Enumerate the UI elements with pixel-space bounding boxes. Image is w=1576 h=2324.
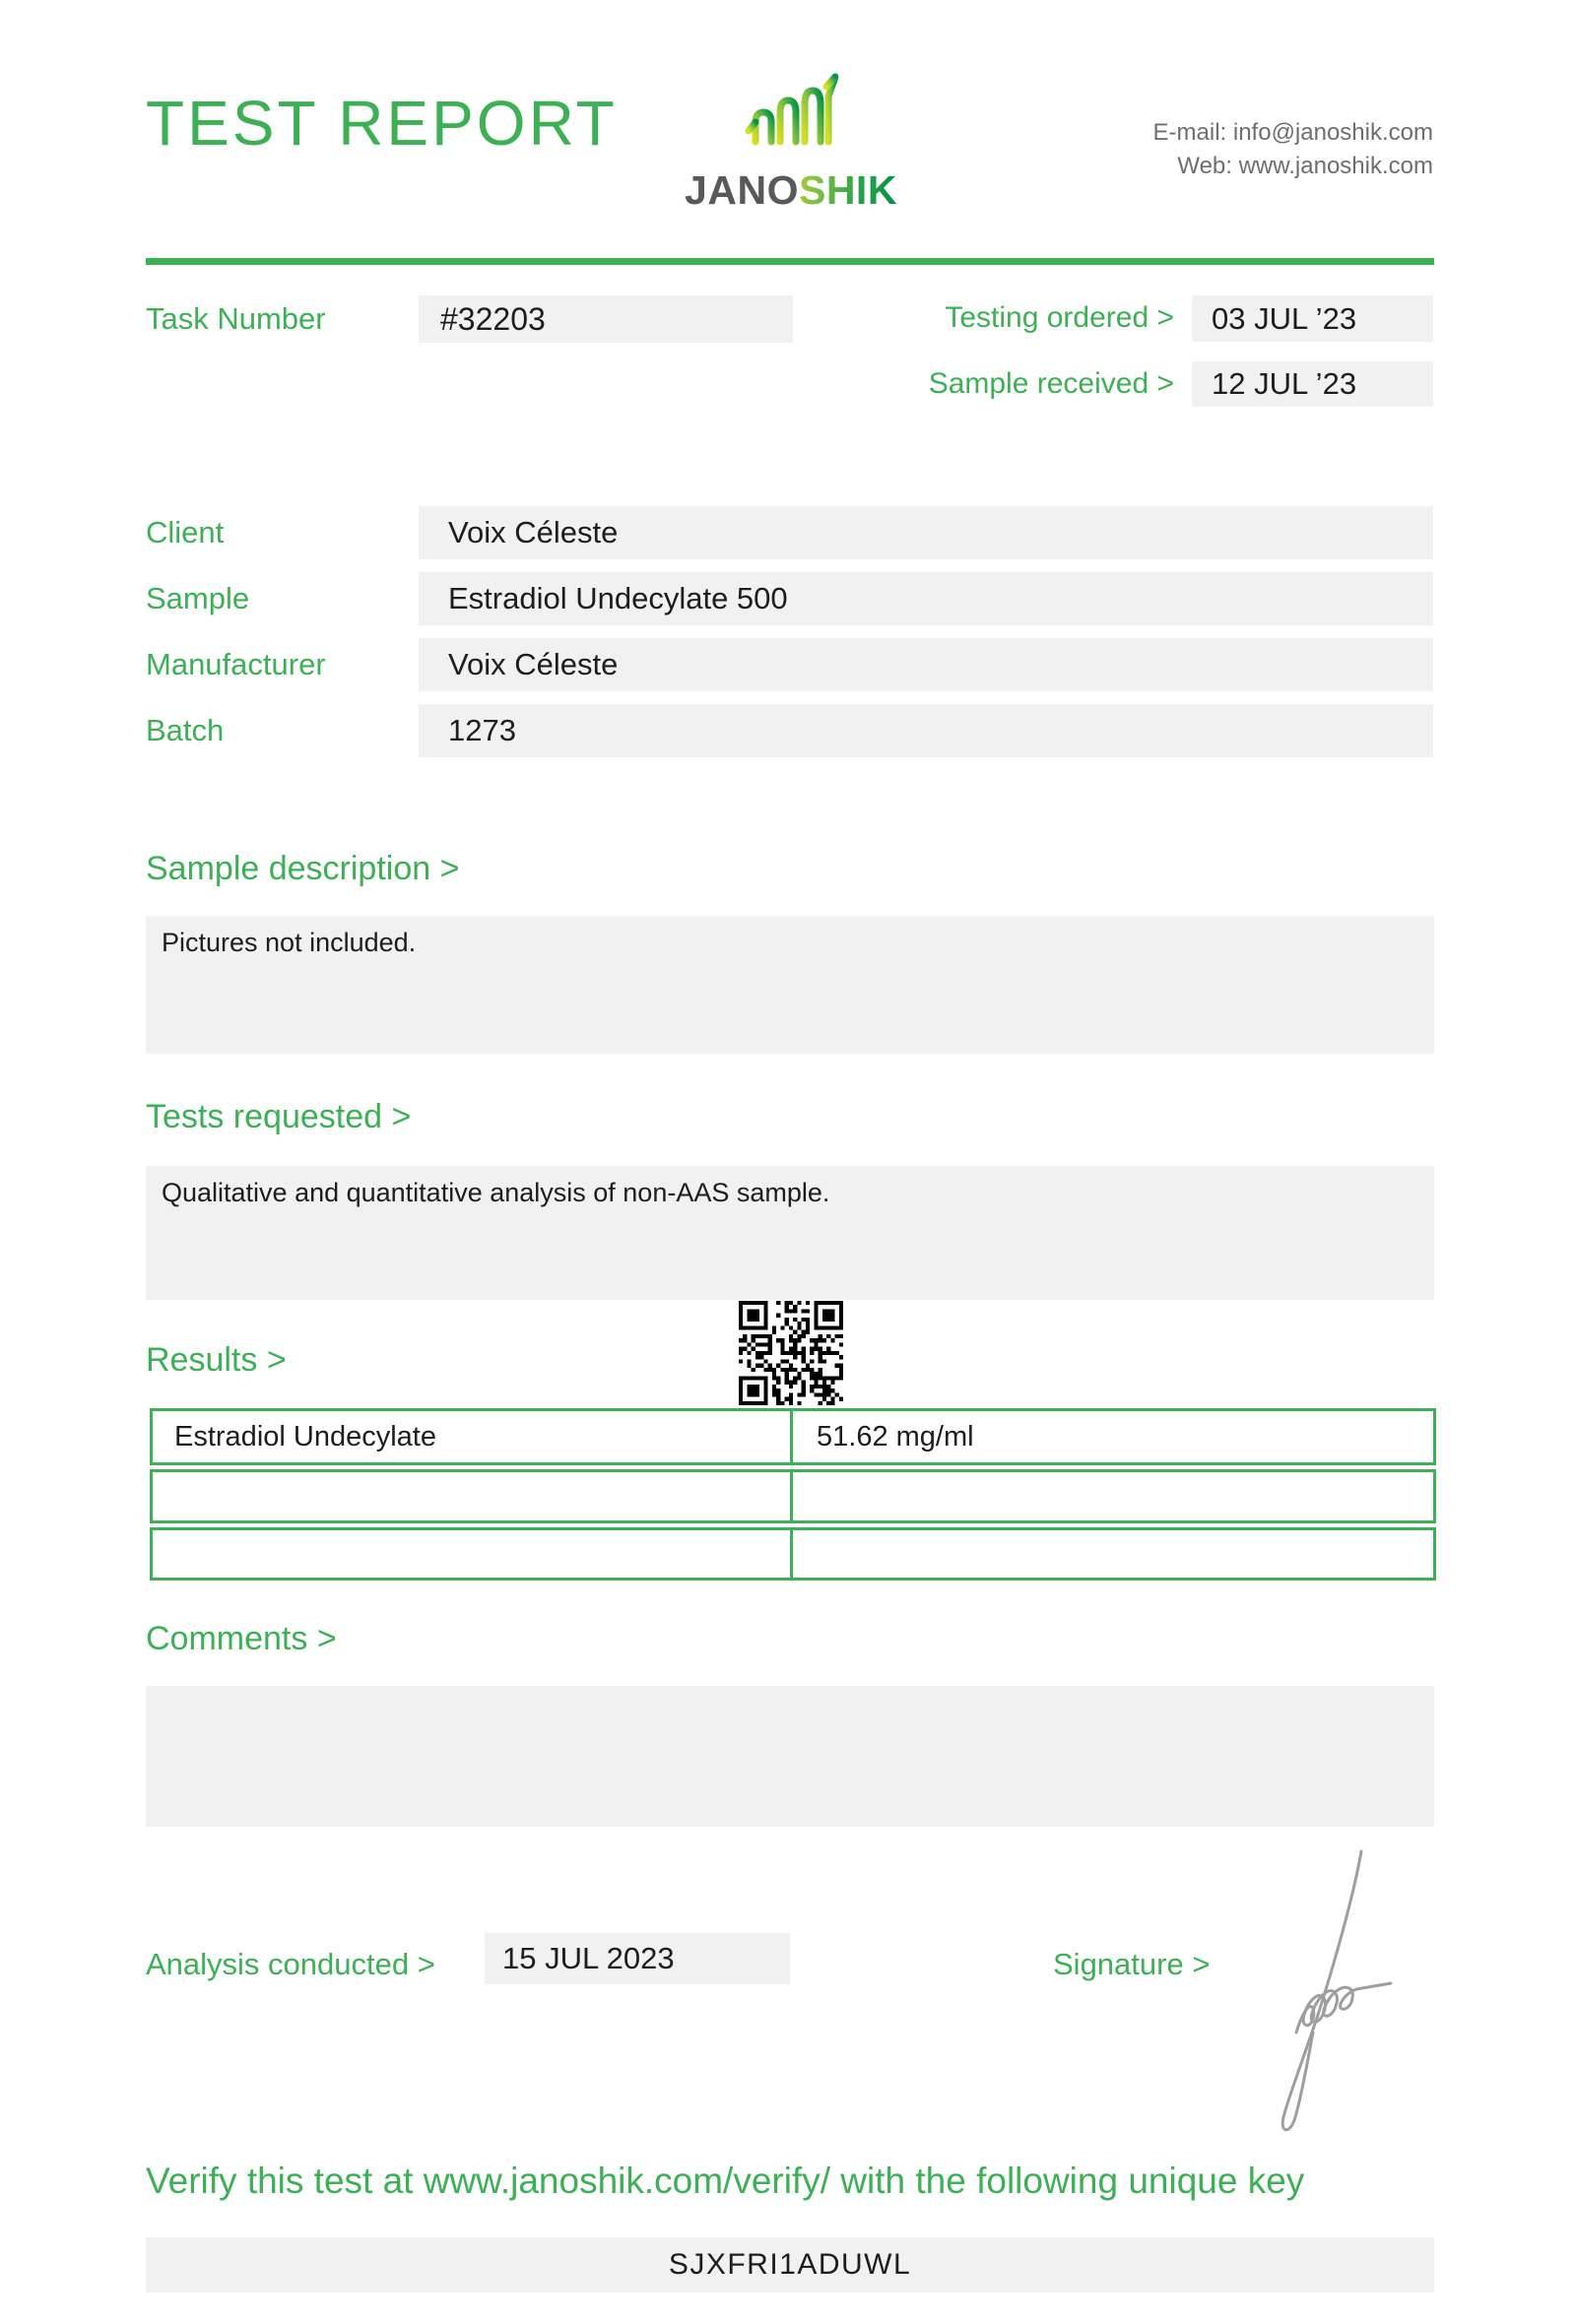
client-label: Client: [146, 515, 225, 549]
tests-requested-text: Qualitative and quantitative analysis of non-AAS sample.: [162, 1178, 830, 1207]
janoshik-logo: [678, 69, 904, 211]
sample-received-label: Sample received >: [928, 367, 1174, 400]
manufacturer-field: [419, 638, 1433, 691]
logo-text-jano: JANO: [685, 167, 799, 213]
janoshik-logo-text: [678, 167, 904, 213]
result-value-cell: [793, 1530, 1433, 1578]
sample-description-text: Pictures not included.: [162, 928, 417, 957]
qr-code: [739, 1301, 843, 1405]
table-row: [150, 1408, 1436, 1465]
verify-key: SJXFRI1ADUWL: [668, 2248, 912, 2281]
manufacturer-label: Manufacturer: [146, 647, 326, 681]
sample-value: Estradiol Undecylate 500: [448, 581, 788, 615]
verify-instruction: Verify this test at www.janoshik.com/verify/ with the following unique key: [146, 2161, 1305, 2201]
sample-description-box: [146, 916, 1434, 1054]
logo-text-shik: SHIK: [798, 167, 897, 213]
comments-box: [146, 1686, 1434, 1827]
sample-received-field: [1192, 361, 1433, 407]
table-row: [150, 1527, 1436, 1581]
analysis-date-value: 15 JUL 2023: [502, 1941, 675, 1975]
sample-field: [419, 572, 1433, 625]
sample-label: Sample: [146, 581, 250, 615]
batch-field: [419, 704, 1433, 757]
result-value-cell: 51.62 mg/ml: [817, 1420, 974, 1452]
client-value: Voix Céleste: [448, 515, 619, 549]
contact-email: E-mail: info@janoshik.com: [1152, 119, 1433, 146]
task-number-label: Task Number: [146, 301, 326, 336]
analysis-conducted-label: Analysis conducted >: [146, 1947, 435, 1981]
tests-requested-box: [146, 1166, 1434, 1300]
task-number-field: [419, 295, 793, 343]
manufacturer-value: Voix Céleste: [448, 647, 619, 681]
task-number-value: #32203: [440, 301, 546, 337]
testing-ordered-label: Testing ordered >: [945, 301, 1174, 334]
contact-block: [1153, 116, 1433, 183]
analysis-date-field: [485, 1933, 790, 1984]
page-title: TEST REPORT: [146, 88, 618, 159]
sample-description-heading: Sample description >: [146, 850, 460, 887]
signature-image: [1241, 1840, 1409, 2145]
batch-label: Batch: [146, 713, 225, 747]
batch-value: 1273: [448, 713, 516, 747]
client-field: [419, 506, 1433, 559]
verify-key-bar: [146, 2237, 1434, 2292]
tests-requested-heading: Tests requested >: [146, 1098, 412, 1135]
result-analyte-cell: Estradiol Undecylate: [153, 1411, 793, 1462]
janoshik-logo-icon: [744, 69, 838, 161]
sample-received-date: 12 JUL ’23: [1212, 366, 1357, 401]
header-divider: [146, 258, 1434, 265]
signature-label: Signature >: [1053, 1947, 1211, 1981]
contact-web: Web: www.janoshik.com: [1177, 153, 1433, 179]
result-analyte-cell: [153, 1472, 793, 1520]
testing-ordered-date: 03 JUL ’23: [1212, 301, 1357, 336]
results-table: [150, 1408, 1436, 1584]
result-analyte-cell: [153, 1530, 793, 1578]
comments-heading: Comments >: [146, 1620, 337, 1657]
results-heading: Results >: [146, 1341, 287, 1379]
result-value-cell: [793, 1472, 1433, 1520]
table-row: [150, 1469, 1436, 1523]
testing-ordered-field: [1192, 295, 1433, 342]
